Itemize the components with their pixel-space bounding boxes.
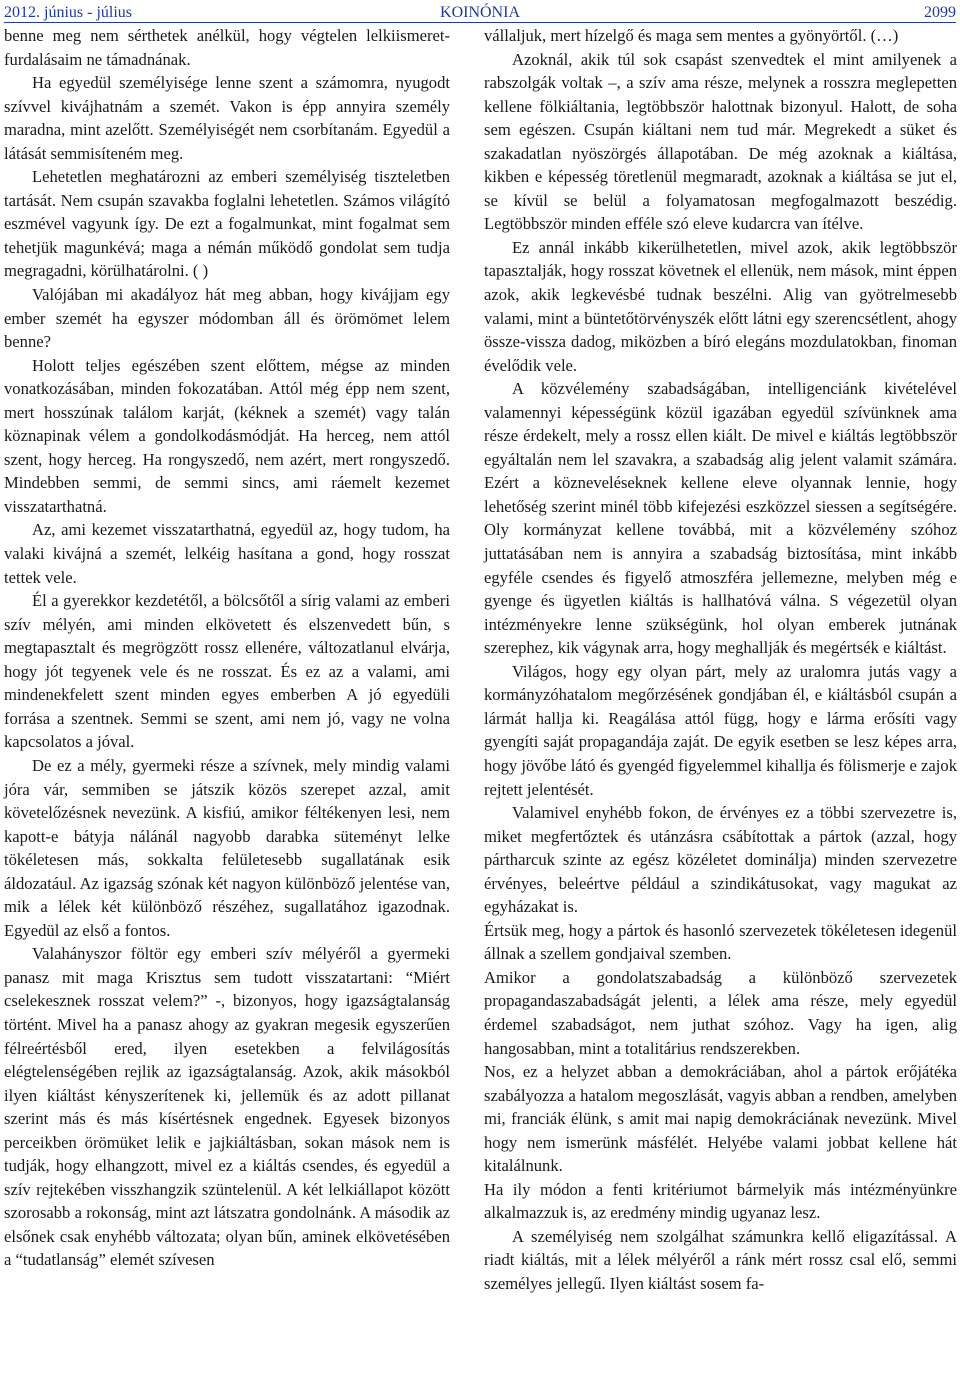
right-text-column — [484, 24, 957, 1296]
paragraph: vállaljuk, mert hízelgő és maga sem mentes a gyönyörtől. (…) — [484, 26, 899, 45]
paragraph: A közvélemény szabadságában, intelligenciánk kivételével valamennyi képességünk közül igazában egyedül szívünknek ama része érdekelt, mely a rossz ellen kiált. De mivel e kiáltás legtöbbször egyáltalán nem lel szavakra, a szabadság alig jelent valamit számára. Ezért a közneveléseknek kellene eleve olyannak lennie, hogy lehetőség szerint minél több kifejezési eszközzel siessen a segítségére. Oly kormányzat kellene továbbá, mit a közvélemény szóhoz juttatásában nem is annyira a szabadság biztosítása, mint inkább egyféle csendes és figyelő atmoszféra jellemezne, melyben még e gyenge és ügyetlen kiáltás is hallhatóvá válna. S végezetül olyan intézményekre lenne szükségünk, hol olyan emberek jutnának szerephez, kik vágynak arra, hogy meghallják és megértsék e kiáltást. — [484, 379, 957, 658]
paragraph: Lehetetlen meghatározni az emberi személyiség tiszteletben tartását. Nem csupán szavakba foglalni lehetetlen. Számos világító eszmével vagyunk így. De ezt a fogalmunkat, mint fogalmat sem tehetjük magunkévá; maga a némán működő gondolat sem tudja megragadni, körülhatárolni. ( ) — [4, 167, 450, 281]
paragraph: benne meg nem sérthetek anélkül, hogy végtelen lelkiismeret-furdalásaim ne támadnának. — [4, 26, 450, 69]
paragraph: Értsük meg, hogy a pártok és hasonló szervezetek tökéletesen idegenül állnak a szellem gondjaival szemben. — [484, 920, 957, 964]
paragraph: De ez a mély, gyermeki része a szívnek, mely mindig valami jóra vár, semmiben se játszik közös szerepet azzal, amit követelőzésnek nevezünk. A kisfiú, amikor féltékenyen lesi, nem kapott-e bátyja nálánál nagyobb darabka süteményt lelke tökéletesen más, sokkalta felületesebb sugallatának esik áldozatául. Az igazság szónak két nagyon különböző jelentése van, mik a lélek két különböző részéhez, sugallatához igazodnak. Egyedül az első a fontos. — [4, 755, 450, 940]
header-divider — [4, 22, 956, 23]
journal-title: KOINÓNIA — [440, 4, 520, 21]
paragraph: A személyiség nem szolgálhat számunkra kellő eligazítással. A riadt kiáltás, mit a lélek mélyéről a ránk mért rossz csal elő, semmi személyes jellegű. Ilyen kiáltást sosem fa- — [484, 1226, 957, 1293]
paragraph: Világos, hogy egy olyan párt, mely az uralomra jutás vagy a kormányzóhatalom megőrzésének gondjában él, e kiáltásból csupán a lármát hallja ki. Reagálása attól függ, hogy e lárma erősíti vagy gyengíti saját propagandája zaját. De egyik esetben se lesz képes arra, hogy jövőbe látó és gyengéd figyelemmel kihallja és fölismerje e zajok rejtett jelentését. — [484, 661, 957, 799]
paragraph: Valahányszor föltör egy emberi szív mélyéről a gyermeki panasz mit maga Krisztus sem tudott visszatartani: “Miért cselekesznek rosszat velem?” -, bizonyos, hogy igazságtalanság történt. Mivel ha a panasz ahogy az gyakran megesik egyszerűen félreértésből ered, ilyen esetekben a felvilágosítás elégtelenségében rejlik az igazságtalanság. Azok, akik másokból ilyen kiáltást kényszerítenek ki, jellemük és az adott pillanat szerint más és más kísértésnek engednek. Egyesek bizonyos perceikben örömüket lelik e jajkiáltásban, sokan mások nem is tudják, hogy elhangzott, mivel ez a kiáltás csendes, és egyedül a szív rejtekében visszhangzik szüntelenül. A két lelkiállapot között szorosabb a rokonság, mint azt látszatra gondolnánk. A második az elsőnek csak enyhébb változata; olyan bűn, aminek elkövetésében a “tudatlanság” elemét szívesen — [4, 944, 450, 1270]
paragraph: Él a gyerekkor kezdetétől, a bölcsőtől a sírig valami az emberi szív mélyén, ami minden elkövetett és elszenvedett bűn, s megtapasztalt és megrögzött rossz ellenére, változatlanul elvárja, hogy jót tegyenek vele és ne rosszat. És ez az a valami, ami mindenekfelett szent minden egyes emberben A jó egyedüli forrása a szentnek. Semmi se szent, ami nem jó, vagy ne volna kapcsolatos a jóval. — [4, 591, 450, 752]
paragraph: Nos, ez a helyzet abban a demokráciában, ahol a pártok erőjátéka szabályozza a hatalom megoszlását, vagyis abban a rendben, amelyben mi, franciák élünk, s amit mai napig demokráciának nevezünk. Mivel hogy nem ismerünk másfélét. Helyébe valami jobbat kellene hát kitalálnunk. — [484, 1062, 957, 1176]
page-number: 2099 — [924, 4, 956, 21]
paragraph: Valójában mi akadályoz hát meg abban, hogy kivájjam egy ember szemét ha egyszer módomban áll és örömömet lelem benne? — [4, 285, 450, 352]
paragraph: Ha ily módon a fenti kritériumot bármelyik más intézményünkre alkalmazzuk is, az eredmény mindig ugyanaz lesz. — [484, 1179, 957, 1223]
paragraph: Valamivel enyhébb fokon, de érvényes ez a többi szervezetre is, miket megfertőztek és utánzásra csábítottak a pártok (azzal, hogy pártharcuk szinte az egész közéletet dominálja) minden szervezetre érvényes, beleértve például a szindikátusokat, vagy magukat az egyházakat is. — [484, 803, 957, 917]
paragraph: Holott teljes egészében szent előttem, mégse az minden vonatkozásában, minden fokozatában. Attól még épp nem szent, mert hosszúnak találom karját, (kéknek a szemét) vagy talán köznapinak vélem a gondolkodásmódját. Ha herceg, nem attól szent, hogy herceg. Ha rongyszedő, nem azért, mert rongyszedő. Mindebben semmi, de semmi sincs, ami ráemelt kezemet visszatarthatná. — [4, 355, 450, 516]
paragraph: Ez annál inkább kikerülhetetlen, mivel azok, akik legtöbbször tapasztalják, hogy rosszat követnek el ellenük, nem mások, mint éppen azok, akik legkevésbé tudnak beszélni. Alig van gyötrelmesebb valami, mint a büntetőtörvényszék előtt látni egy szerencsétlent, ahogy össze-vissza dadog, miközben a bíró elegáns mozdulatokban, finoman évelődik vele. — [484, 237, 957, 375]
left-text-column — [4, 24, 450, 1272]
paragraph: Ha egyedül személyisége lenne szent a számomra, nyugodt szívvel kivájhatnám a szemét. Vakon is épp annyira személy maradna, mint azelőtt. Személyiségét nem csorbítanám. Egyedül a látását semmisíteném meg. — [4, 73, 450, 163]
paragraph: Az, ami kezemet visszatarthatná, egyedül az, hogy tudom, ha valaki kivájná a szemét, lelkéig hasítana a gond, hogy rosszat tettek vele. — [4, 520, 450, 587]
paragraph: Azoknál, akik túl sok csapást szenvedtek el mint amilyenek a rabszolgák voltak –, a szív ama része, melynek a rosszra meglepetten kellene fölkiáltania, legtöbbször halottnak bizonyul. Halott, de soha sem egészen. Csupán kiáltani nem tud már. Megrekedt a süket és szakadatlan nyöszörgés állapotában. De még azoknak a kiáltása, kikben e képesség töretlenül megmaradt, azoknak a kiáltása se jut el, se kívül se belül a folyamatosan megfogalmazott beszédig. Legtöbbször minden efféle szó eleve kudarcra van ítélve. — [484, 49, 957, 234]
paragraph: Amikor a gondolatszabadság a különböző szervezetek propagandaszabadságát jelenti, a lélek ama része, mely egyedül érdemel szabadságot, nem juthat szóhoz. Vagy ha igen, alig hangosabban, mint a totalitárius rendszerekben. — [484, 967, 957, 1058]
issue-date: 2012. június - július — [4, 4, 133, 21]
